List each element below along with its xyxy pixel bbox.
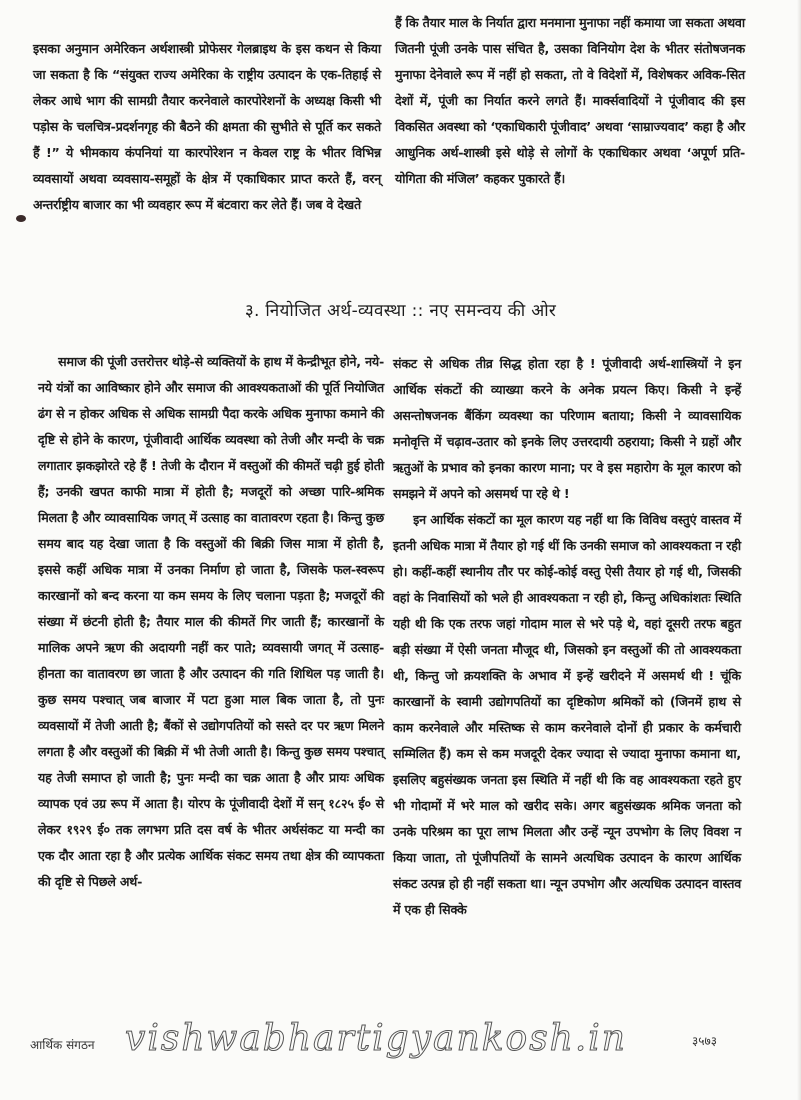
top-right-column (395, 10, 745, 192)
section-heading: ३. नियोजित अर्थ-व्यवस्था :: नए समन्वय की ओर (244, 301, 557, 321)
scan-edge-shadow (797, 0, 801, 1100)
bottom-left-column (38, 349, 384, 895)
top-left-paragraph: इसका अनुमान अमेरिकन अर्थशास्त्री प्रोफेसर गेलब्राइथ के इस कथन से किया जा सकता है कि “संयुक्त राज्य अमेरिका के राष्ट्रीय उत्पादन के एक-तिहाई से लेकर आधे भाग की सामग्री तैयार करनेवाले कारपोरेशनों के अध्यक्ष किसी भी पड़ोस के चलचित्र-प्रदर्शनगृह की बैठने की क्षमता की सुभीते से पूर्ति कर सकते हैं !” ये भीमकाय कंपनियां या कारपोरेशन न केवल राष्ट्र के भीतर विभिन्न व्यवसायों अथवा व्यवसाय-समूहों के क्षेत्र में एकाधिकार प्राप्त करते हैं, वरन् अन्तर्राष्ट्रीय बाजार का भी व्यवहार रूप में बंटवारा कर लेते हैं। जब वे देखते (33, 41, 381, 212)
running-title: आर्थिक संगठन (30, 1038, 95, 1052)
watermark: vishwabhartigyankosh.in (125, 1018, 627, 1059)
top-left-column (33, 36, 381, 218)
bottom-right-paragraph-2: इन आर्थिक संकटों का मूल कारण यह नहीं था कि विविध वस्तुएं वास्तव में इतनी अधिक मात्रा में तैयार हो गई थीं कि उनकी समाज को आवश्यकता न रही हो। कहीं-कहीं स्थानीय तौर पर कोई-कोई वस्तु ऐसी तैयार हो गई थी, जिसकी वहां के निवासियों को भले ही आवश्यकता न रही हो, किन्तु अधिकांशतः स्थिति यही थी कि एक तरफ जहां गोदाम माल से भरे पड़े थे, वहां दूसरी तरफ बहुत बड़ी संख्या में ऐसी जनता मौजूद थी, जिसको इन वस्तुओं की तो आवश्यकता थी, किन्तु जो क्रयशक्ति के अभाव में इन्हें खरीदने में असमर्थ थी ! चूंकि कारखानों के स्वामी उद्योगपतियों का दृष्टिकोण श्रमिकों को (जिनमें हाथ से काम करनेवाले और मस्तिष्क से काम करनेवाले दोनों ही प्रकार के कर्मचारी सम्मिलित हैं) कम से कम मजदूरी देकर ज्यादा से ज्यादा मुनाफा कमाना था, इसलिए बहुसंख्यक जनता इस स्थिति में नहीं थी कि वह आवश्यकता रहते हुए भी गोदामों में भरे माल को खरीद सके। अगर बहुसंख्यक श्रमिक जनता को उनके परिश्रम का पूरा लाभ मिलता और उन्हें न्यून उपभोग के लिए विवश न किया जाता, तो पूंजीपतियों के सामने अत्यधिक उत्पादन के कारण आर्थिक संकट उत्पन्न हो ही नहीं सकता था। न्यून उपभोग और अत्यधिक उत्पादन वास्तव में एक ही सिक्के (393, 512, 741, 917)
bottom-right-paragraph-1: संकट से अधिक तीव्र सिद्ध होता रहा है ! पूंजीवादी अर्थ-शास्त्रियों ने इन आर्थिक संकटों की व्याख्या करने के अनेक प्रयत्न किए। किसी ने इन्हें असन्तोषजनक बैंकिंग व्यवस्था का परिणाम बताया; किसी ने व्यावसायिक मनोवृत्ति में चढ़ाव-उतार को इनके लिए उत्तरदायी ठहराया; किसी ने ग्रहों और ऋतुओं के प्रभाव को इनका कारण माना; पर वे इस महारोग के मूल कारण को समझने में अपने को असमर्थ पा रहे थे ! (393, 356, 741, 501)
bottom-right-column (393, 351, 741, 923)
top-right-paragraph: हैं कि तैयार माल के निर्यात द्वारा मनमाना मुनाफा नहीं कमाया जा सकता अथवा जितनी पूंजी उनके पास संचित है, उसका विनियोग देश के भीतर संतोषजनक मुनाफा देनेवाले रूप में नहीं हो सकता, तो वे विदेशों में, विशेषकर अविक-सित देशों में, पूंजी का निर्यात करने लगते हैं। मार्क्सवादियों ने पूंजीवाद की इस विकसित अवस्था को ‘एकाधिकारी पूंजीवाद’ अथवा ‘साम्राज्यवाद’ कहा है और आधुनिक अर्थ-शास्त्री इसे थोड़े से लोगों के एकाधिकार अथवा ‘अपूर्ण प्रति-योगिता की मंजिल’ कहकर पुकारते हैं। (395, 15, 745, 186)
bottom-left-paragraph: समाज की पूंजी उत्तरोत्तर थोड़े-से व्यक्तियों के हाथ में केन्द्रीभूत होने, नये-नये यंत्रों का आविष्कार होने और समाज की आवश्यकताओं की पूर्ति नियोजित ढंग से न होकर अधिक से अधिक सामग्री पैदा करके अधिक मुनाफा कमाने की दृष्टि से होने के कारण, पूंजीवादी आर्थिक व्यवस्था को तेजी और मन्दी के चक्र लगातार झकझोरते रहे हैं ! तेजी के दौरान में वस्तुओं की कीमतें चढ़ी हुई होती हैं; उनकी खपत काफी मात्रा में होती है; मजदूरों को अच्छा पारि-श्रमिक मिलता है और व्यावसायिक जगत् में उत्साह का वातावरण रहता है। किन्तु कुछ समय बाद यह देखा जाता है कि वस्तुओं की बिक्री जिस मात्रा में होती है, इससे कहीं अधिक मात्रा में उनका निर्माण हो जाता है, जिसके फल-स्वरूप कारखानों को बन्द करना या कम समय के लिए चलाना पड़ता है; मजदूरों की संख्या में छंटनी होती है; तैयार माल की कीमतें गिर जाती हैं; कारखानों के मालिक अपने ऋण की अदायगी नहीं कर पाते; व्यवसायी जगत् में उत्साह-हीनता का वातावरण छा जाता है और उत्पादन की गति शिथिल पड़ जाती है। कुछ समय पश्चात् जब बाजार में पटा हुआ माल बिक जाता है, तो पुनः व्यवसायों में तेजी आती है; बैंकों से उद्योगपतियों को सस्ते दर पर ऋण मिलने लगता है और वस्तुओं की बिक्री में भी तेजी आती है। किन्तु कुछ समय पश्चात् यह तेजी समाप्त हो जाती है; पुनः मन्दी का चक्र आता है और प्रायः अधिक व्यापक एवं उग्र रूप में आता है। योरप के पूंजीवादी देशों में सन् १८२५ ई० से लेकर १९२९ ई० तक लगभग प्रति दस वर्ष के भीतर अर्थसंकट या मन्दी का एक दौर आता रहा है और प्रत्येक आर्थिक संकट समय तथा क्षेत्र की व्यापकता की दृष्टि से पिछले अर्थ- (38, 354, 384, 889)
ink-blot-mark (16, 215, 26, 222)
page-number: ३५७३ (692, 1034, 717, 1048)
